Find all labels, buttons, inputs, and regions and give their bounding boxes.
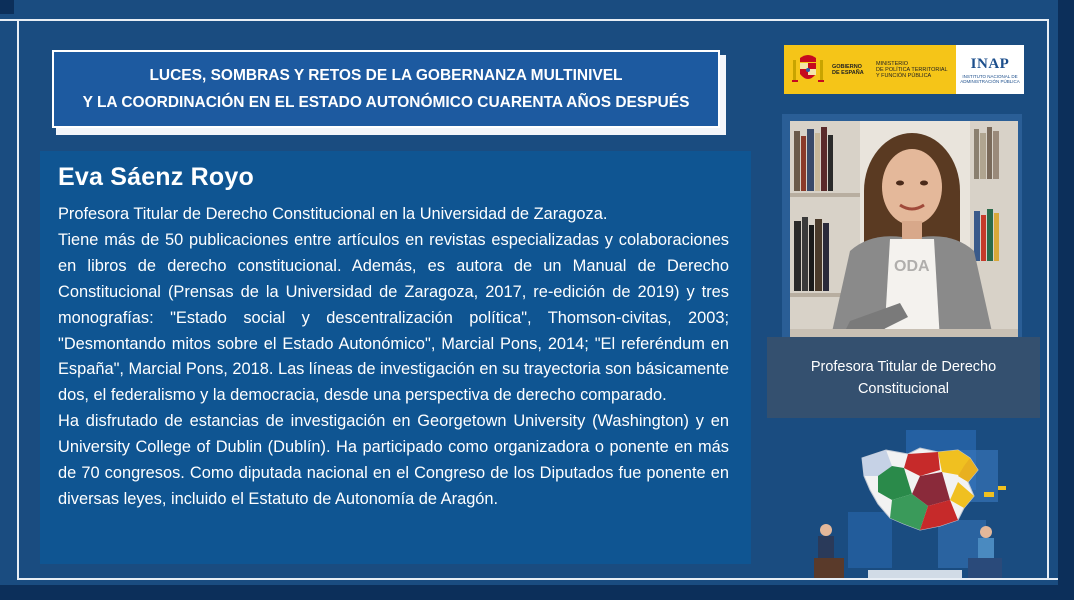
bio-panel	[40, 151, 751, 564]
ministerio-text	[876, 61, 952, 79]
spain-map-illustration	[808, 420, 1022, 578]
ministerio-line-3: Y FUNCIÓN PÚBLICA	[876, 72, 932, 79]
corner-accent-top-left	[0, 0, 14, 14]
corner-accent-bottom	[0, 585, 1074, 600]
frame-top-line	[0, 19, 1049, 21]
corner-accent-right	[1058, 0, 1074, 600]
spain-coat-of-arms-icon	[790, 52, 826, 88]
ministerio-line-1: MINISTERIO	[876, 60, 909, 67]
event-title-banner	[52, 50, 720, 128]
speaker-name: Eva Sáenz Royo	[58, 163, 254, 191]
inap-subtitle-line-1: INSTITUTO NACIONAL DE	[962, 73, 1018, 79]
bio-paragraph-1: Profesora Titular de Derecho Constitucional en la Universidad de Zaragoza.	[58, 205, 608, 223]
caption-line-1: Profesora Titular de Derecho	[810, 358, 997, 375]
caption-line-2: Constitucional	[857, 380, 950, 397]
frame-left-line	[17, 19, 19, 579]
svg-text:ODA: ODA	[894, 258, 930, 275]
speaker-bio	[58, 202, 729, 513]
gobierno-line-1: GOBIERNO	[832, 63, 862, 70]
gobierno-line-2: DE ESPAÑA	[832, 69, 864, 76]
inap-subtitle	[960, 74, 1020, 84]
event-title-line-2: Y LA COORDINACIÓN EN EL ESTADO AUTONÓMICO CUARENTA AÑOS DESPUÉS	[82, 94, 690, 111]
event-title-line-1: LUCES, SOMBRAS Y RETOS DE LA GOBERNANZA MULTINIVEL	[149, 67, 623, 84]
bio-paragraph-2: Tiene más de 50 publicaciones entre artículos en revistas especializadas y colaboraciones en libros de derecho constitucional. Además, es autora de un Manual de Derecho Constitucional (Prensas de la Universidad de Zaragoza, 2017, re-edición de 2019) y tres monografías: "Estado social y descentralización política", Thomson-civitas, 2003; "Desmontando mitos sobre el Estado Autonómico", Marcial Pons, 2014; "El referéndum en España", Marcial Pons, 2018. Las líneas de investigación en su trayectoria son básicamente dos, el federalismo y la democracia, desde una perspectiva de derecho comparado.	[58, 230, 729, 405]
government-logo-bar	[784, 45, 1024, 94]
bio-paragraph-3: Ha disfrutado de estancias de investigación en Georgetown University (Washington) y en University College of Dublin (Dublín). Ha participado como organizadora o ponente en más de 70 congresos. Como diputada nacional en el Congreso de los Diputados fue ponente en diversas leyes, incluido el Estatuto de Autonomía de Aragón.	[58, 412, 729, 508]
inap-subtitle-line-2: ADMINISTRACIÓN PÚBLICA	[960, 78, 1020, 84]
frame-bottom-line	[17, 578, 1074, 580]
inap-logo: INAP	[970, 55, 1010, 72]
photo-caption	[767, 337, 1040, 418]
frame-right-line	[1047, 19, 1049, 579]
photo-frame	[782, 114, 1022, 346]
portrait-photo	[790, 121, 1018, 341]
gobierno-text	[832, 64, 872, 76]
ministerio-line-2: DE POLÍTICA TERRITORIAL	[876, 66, 948, 73]
inap-logo-box	[956, 45, 1024, 94]
